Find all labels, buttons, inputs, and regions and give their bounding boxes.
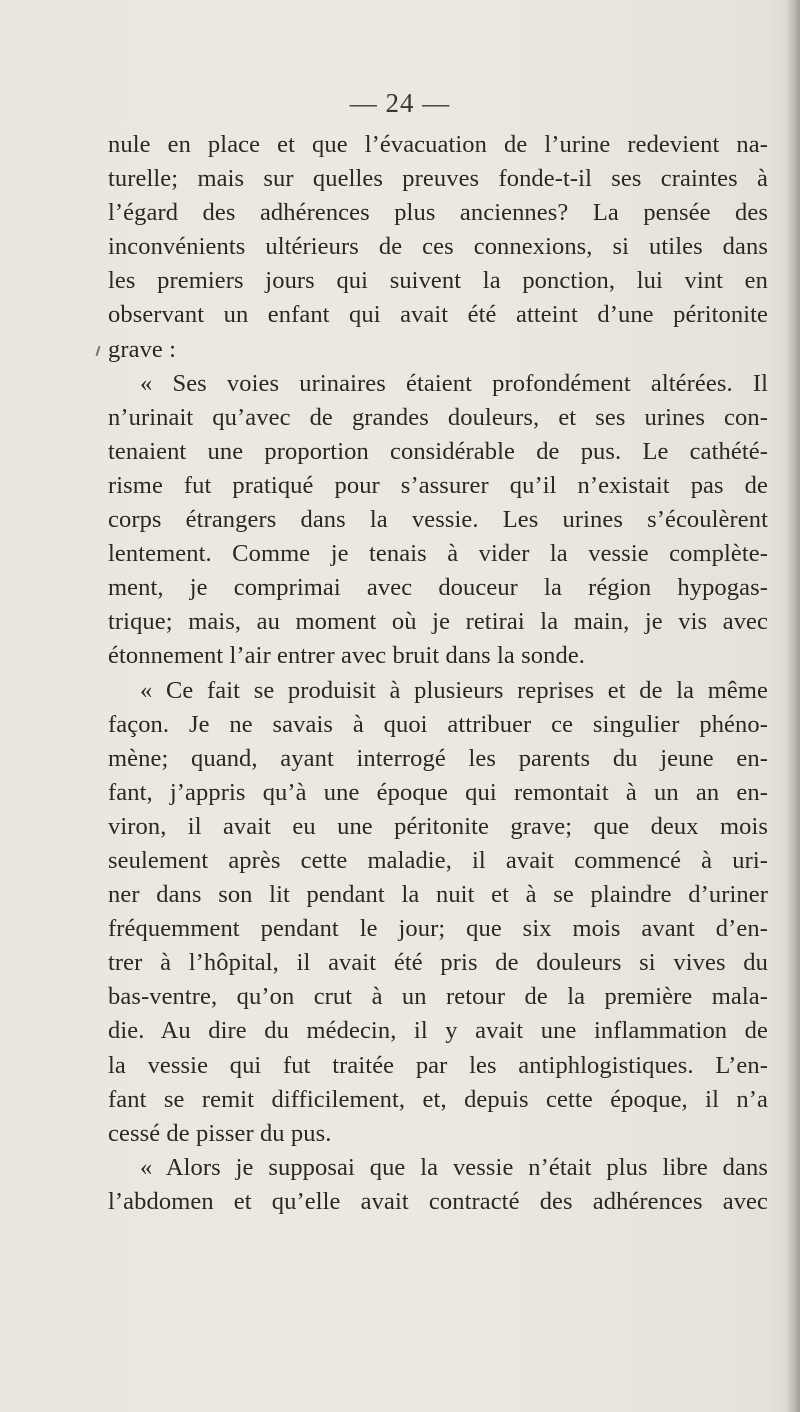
text-line: tenaient une proportion considérable de pus. Le cathété- bbox=[108, 437, 768, 465]
page-edge-shadow bbox=[786, 0, 800, 1412]
text-line: l’abdomen et qu’elle avait contracté des adhérences avec bbox=[108, 1187, 768, 1215]
text-line: mène; quand, ayant interrogé les parents du jeune en- bbox=[108, 744, 768, 772]
text-line: cessé de pisser du pus. bbox=[108, 1119, 332, 1147]
text-line: turelle; mais sur quelles preuves fonde-t-il ses craintes à bbox=[108, 165, 768, 193]
text-line: risme fut pratiqué pour s’assurer qu’il n’existait pas de bbox=[108, 471, 768, 499]
text-line: « Alors je supposai que la vessie n’était plus libre dans bbox=[140, 1153, 768, 1181]
margin-mark bbox=[96, 346, 101, 356]
text-line: « Ses voies urinaires étaient profondément altérées. Il bbox=[140, 369, 768, 397]
text-line: les premiers jours qui suivent la ponction, lui vint en bbox=[108, 267, 768, 295]
text-line: l’égard des adhérences plus anciennes? La pensée des bbox=[108, 199, 768, 227]
text-line: étonnement l’air entrer avec bruit dans la sonde. bbox=[108, 642, 586, 670]
text-line: n’urinait qu’avec de grandes douleurs, et ses urines con- bbox=[108, 403, 768, 431]
text-line: die. Au dire du médecin, il y avait une inflammation de bbox=[108, 1017, 768, 1045]
text-line: corps étrangers dans la vessie. Les urines s’écoulèrent bbox=[108, 506, 768, 534]
text-line: bas-ventre, qu’on crut à un retour de la première mala- bbox=[108, 983, 768, 1011]
text-line: grave : bbox=[108, 335, 177, 363]
text-line: la vessie qui fut traitée par les antiphlogistiques. L’en- bbox=[108, 1051, 768, 1079]
text-line: fant, j’appris qu’à une époque qui remontait à un an en- bbox=[108, 778, 768, 806]
text-line: fréquemment pendant le jour; que six mois avant d’en- bbox=[108, 915, 768, 943]
text-line: viron, il avait eu une péritonite grave; que deux mois bbox=[108, 812, 768, 840]
text-line: lentement. Comme je tenais à vider la vessie complète- bbox=[108, 540, 768, 568]
text-line: ner dans son lit pendant la nuit et à se plaindre d’uriner bbox=[108, 881, 768, 909]
text-line: trer à l’hôpital, il avait été pris de douleurs si vives du bbox=[108, 949, 768, 977]
text-line: inconvénients ultérieurs de ces connexions, si utiles dans bbox=[108, 233, 768, 261]
text-line: trique; mais, au moment où je retirai la main, je vis avec bbox=[108, 608, 768, 636]
text-line: « Ce fait se produisit à plusieurs reprises et de la même bbox=[140, 676, 768, 704]
text-line: observant un enfant qui avait été atteint d’une péritonite bbox=[108, 301, 768, 329]
page-number: — 24 — bbox=[349, 88, 451, 118]
text-line: façon. Je ne savais à quoi attribuer ce singulier phéno- bbox=[108, 710, 768, 738]
text-line: fant se remit difficilement, et, depuis cette époque, il n’a bbox=[108, 1085, 768, 1113]
text-line: ment, je comprimai avec douceur la région hypogas- bbox=[108, 574, 768, 602]
text-line: seulement après cette maladie, il avait commencé à uri- bbox=[108, 846, 768, 874]
text-line: nule en place et que l’évacuation de l’urine redevient na- bbox=[108, 131, 768, 158]
body-text bbox=[108, 128, 768, 1219]
